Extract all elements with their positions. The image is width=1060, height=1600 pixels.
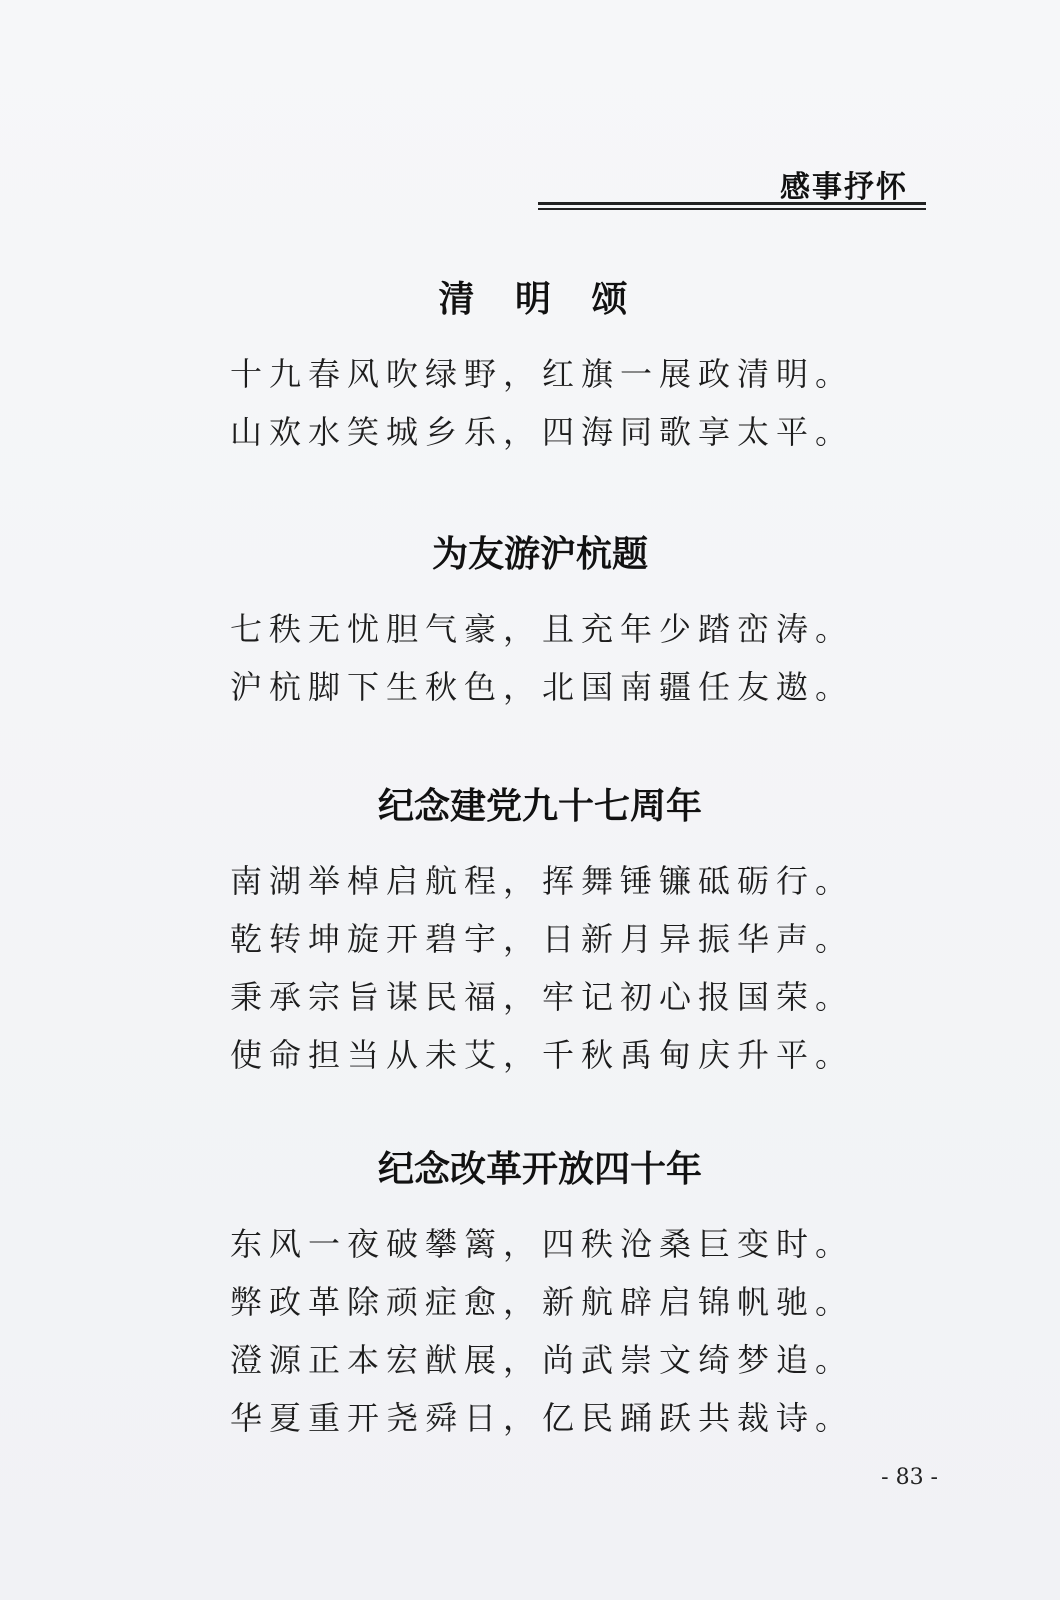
poem-title: 纪念建党九十七周年: [377, 785, 702, 827]
poem-line: 山欢水笑城乡乐，四海同歌享太平。: [230, 413, 855, 451]
page-number: - 83 -: [881, 1465, 938, 1490]
poem-line: 华夏重开尧舜日，亿民踊跃共裁诗。: [230, 1399, 855, 1437]
poem-line: 沪杭脚下生秋色，北国南疆任友遨。: [230, 668, 855, 706]
poem-line: 乾转坤旋开碧宇，日新月异振华声。: [230, 920, 855, 958]
poem-body: [0, 600, 1060, 716]
header-rule: [538, 202, 926, 210]
poem-body: [0, 345, 1060, 461]
poem-title: 纪念改革开放四十年: [377, 1148, 702, 1190]
poem-body: [0, 852, 1060, 1084]
poem-body: [0, 1215, 1060, 1447]
poem-title: 为友游沪杭题: [431, 533, 648, 575]
poem-line: 七秩无忧胆气豪，且充年少踏峦涛。: [230, 610, 855, 648]
poem-line: 秉承宗旨谋民福，牢记初心报国荣。: [230, 978, 855, 1016]
poem-line: 南湖举棹启航程，挥舞锤镰砥砺行。: [230, 862, 855, 900]
poem-line: 东风一夜破攀篱，四秩沧桑巨变时。: [230, 1225, 855, 1263]
poem-3: [0, 782, 1060, 1084]
poem-1: [0, 275, 1060, 461]
poem-line: 澄源正本宏猷展，尚武崇文绮梦追。: [230, 1341, 855, 1379]
poem-line: 弊政革除顽症愈，新航辟启锦帆驰。: [230, 1283, 855, 1321]
poem-4: [0, 1145, 1060, 1447]
poem-title: 清 明 颂: [438, 278, 642, 320]
poem-2: [0, 530, 1060, 716]
running-header: 感事抒怀: [780, 170, 908, 205]
poem-line: 十九春风吹绿野，红旗一展政清明。: [230, 355, 855, 393]
poem-line: 使命担当从未艾，千秋禹甸庆升平。: [230, 1036, 855, 1074]
